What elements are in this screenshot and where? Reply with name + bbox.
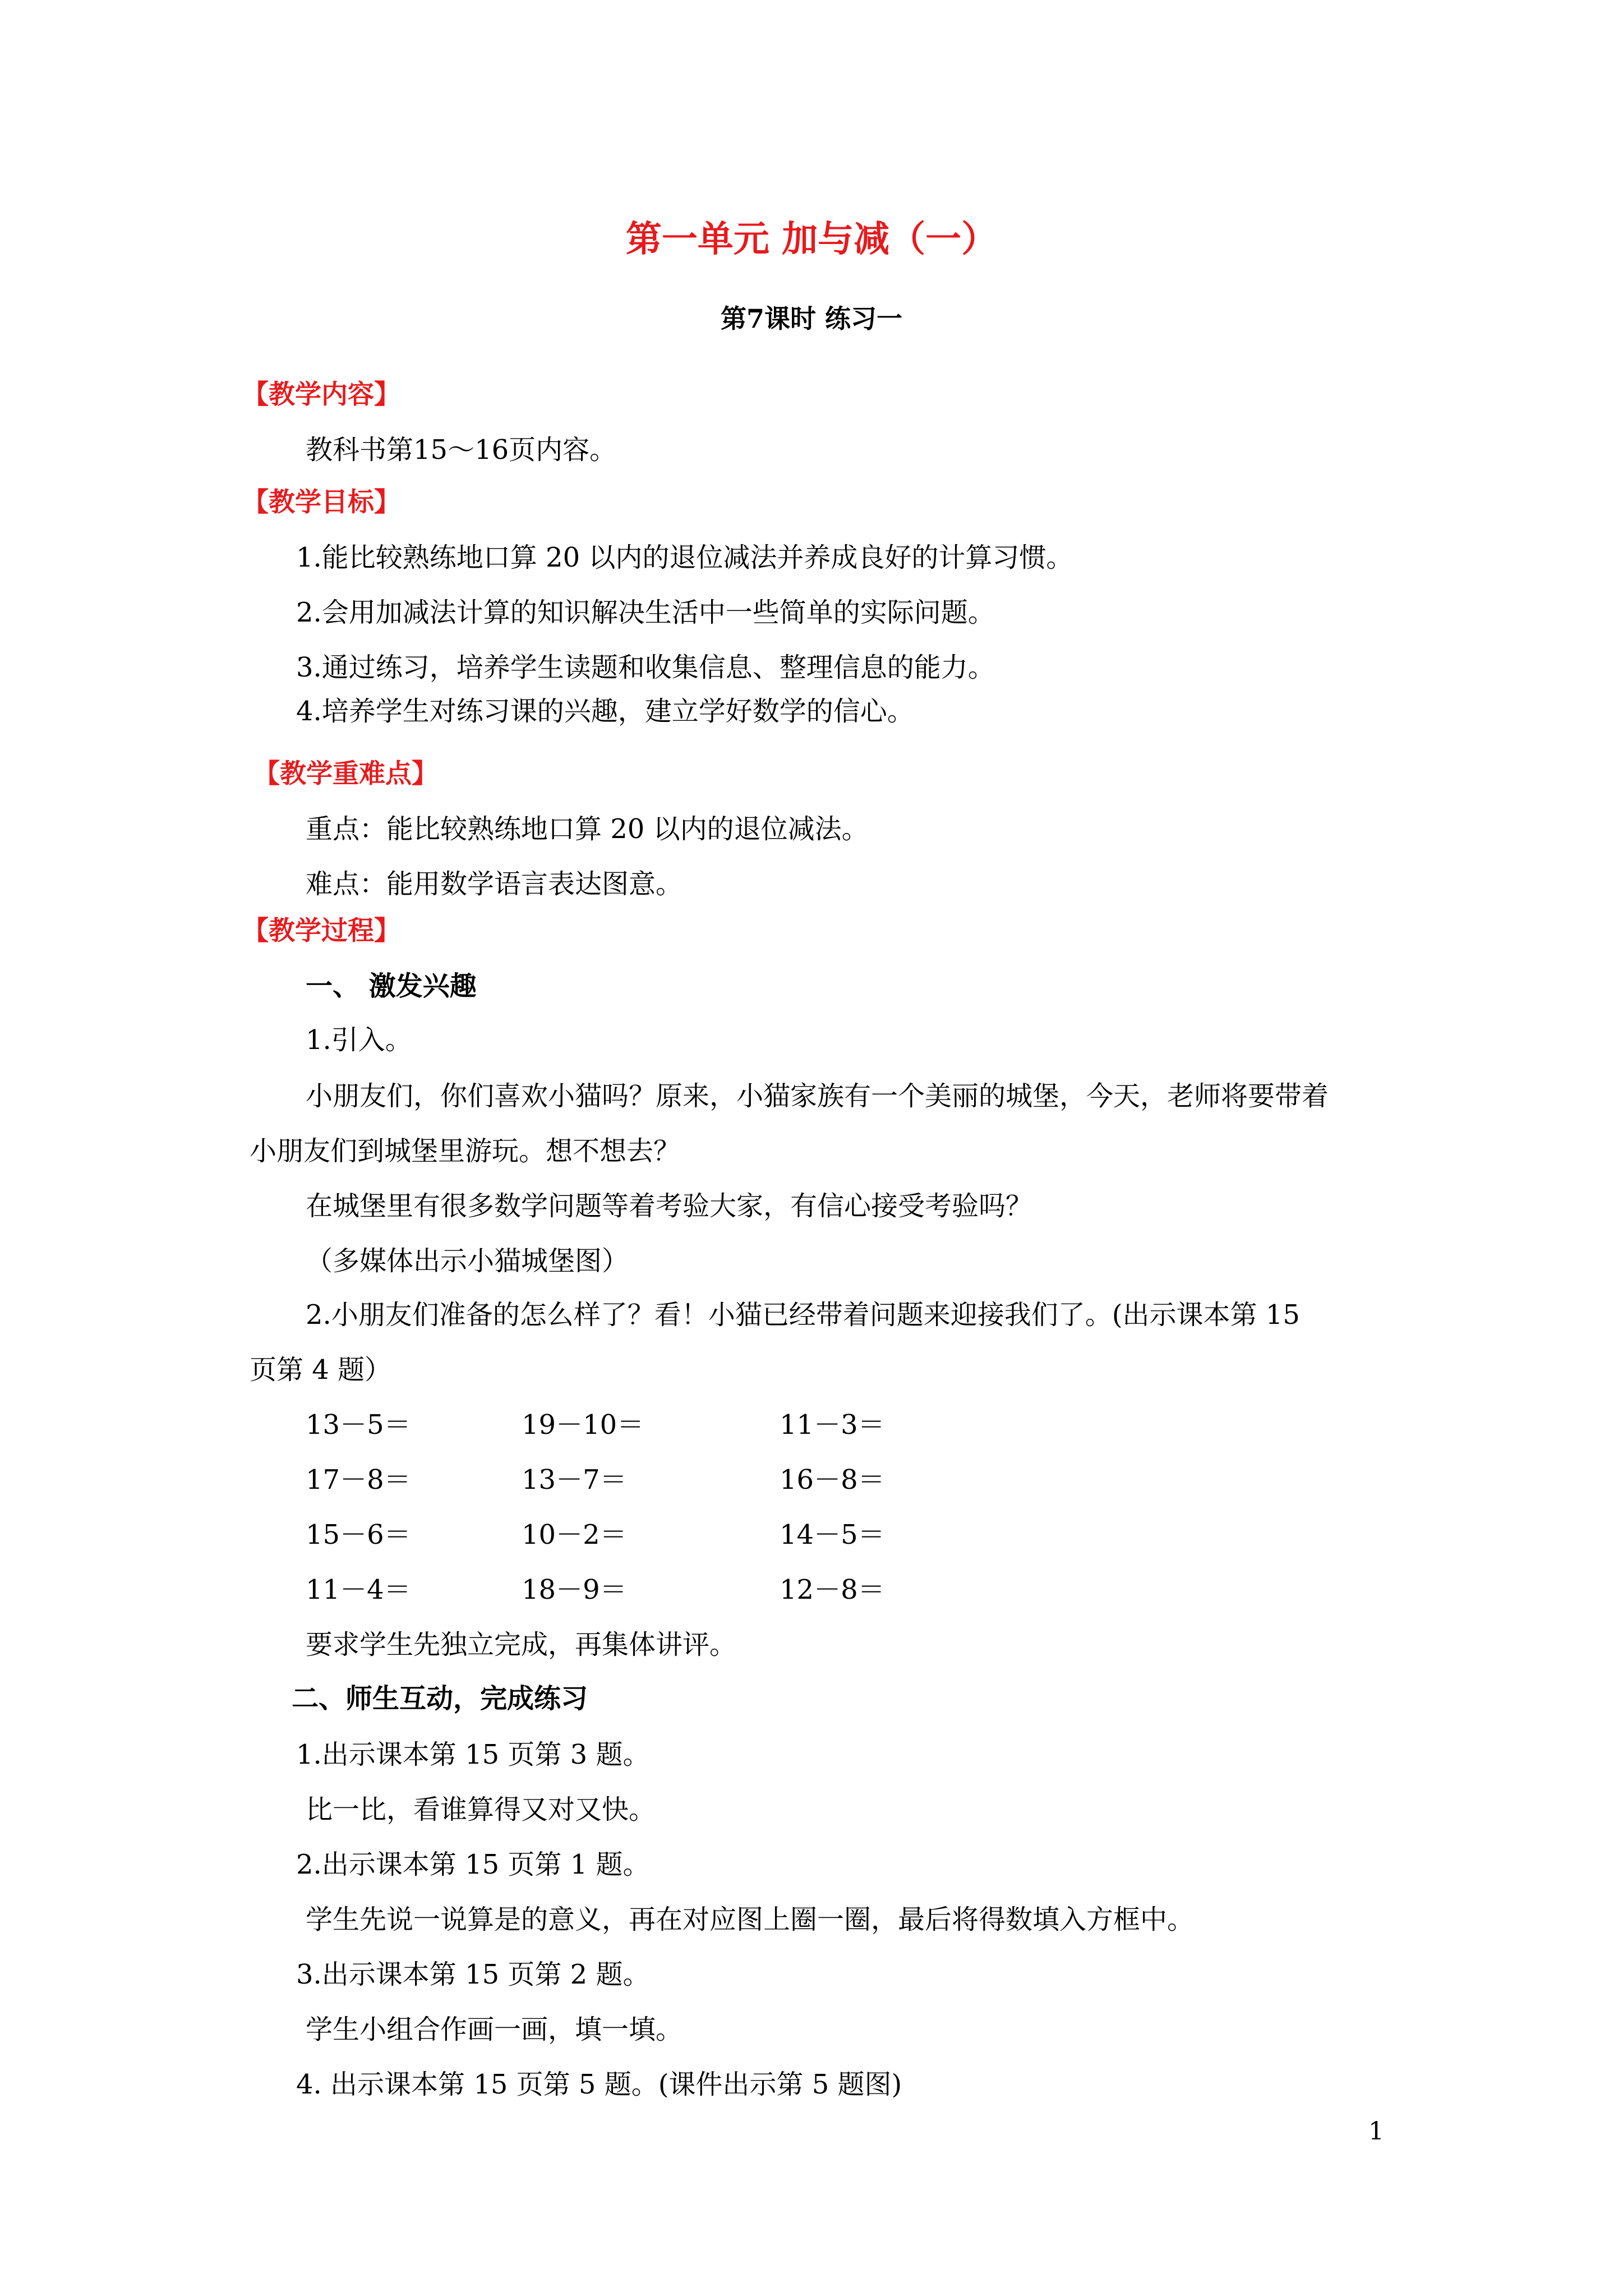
equation: 14－5＝ xyxy=(780,1519,885,1550)
page-title: 第一单元 加与减（一） xyxy=(625,218,998,260)
process-paragraph: 在城堡里有很多数学问题等着考验大家，有信心接受考验吗？ xyxy=(306,1190,1033,1222)
heading-teaching-goals: 【教学目标】 xyxy=(242,487,400,518)
goal-item: 1.能比较熟练地口算 20 以内的退位减法并养成良好的计算习惯。 xyxy=(296,542,1073,573)
goal-item: 3.通过练习，培养学生读题和收集信息、整理信息的能力。 xyxy=(296,652,995,683)
process-paragraph: （多媒体出示小猫城堡图） xyxy=(306,1245,629,1277)
part2-item: 学生先说一说算是的意义，再在对应图上圈一圈，最后将得数填入方框中。 xyxy=(306,1904,1195,1935)
equation: 11－3＝ xyxy=(780,1409,885,1441)
process-step1: 1.引入。 xyxy=(306,1024,412,1056)
equation: 13－5＝ xyxy=(306,1409,411,1441)
equation: 13－7＝ xyxy=(522,1464,627,1496)
heading-teaching-process: 【教学过程】 xyxy=(242,915,400,946)
equation: 10－2＝ xyxy=(522,1519,627,1550)
equation: 15－6＝ xyxy=(306,1519,411,1550)
part2-item: 1.出示课本第 15 页第 3 题。 xyxy=(296,1739,650,1770)
equation: 12－8＝ xyxy=(780,1574,885,1605)
teaching-content-text: 教科书第15～16页内容。 xyxy=(306,434,617,466)
equation: 17－8＝ xyxy=(306,1464,411,1496)
part2-item: 2.出示课本第 15 页第 1 题。 xyxy=(296,1849,650,1880)
part2-item: 学生小组合作画一画，填一填。 xyxy=(306,2014,683,2045)
part2-item: 比一比，看谁算得又对又快。 xyxy=(306,1794,656,1825)
lesson-subtitle: 第7课时 练习一 xyxy=(720,303,903,334)
process-step2: 页第 4 题） xyxy=(250,1354,392,1386)
part2-item: 4. 出示课本第 15 页第 5 题。(课件出示第 5 题图) xyxy=(296,2069,902,2100)
process-paragraph: 小朋友们到城堡里游玩。想不想去？ xyxy=(250,1135,681,1167)
process-paragraph: 要求学生先独立完成，再集体讲评。 xyxy=(306,1629,737,1660)
goal-item: 2.会用加减法计算的知识解决生活中一些简单的实际问题。 xyxy=(296,597,995,628)
equation: 16－8＝ xyxy=(780,1464,885,1496)
equation: 18－9＝ xyxy=(522,1574,627,1605)
process-step2: 2.小朋友们准备的怎么样了？看！小猫已经带着问题来迎接我们了。(出示课本第 15 xyxy=(306,1299,1300,1331)
part1-title: 一、 激发兴趣 xyxy=(306,970,477,1002)
goal-item: 4.培养学生对练习课的兴趣，建立学好数学的信心。 xyxy=(296,696,914,727)
heading-key-points: 【教学重难点】 xyxy=(253,758,438,789)
heading-teaching-content: 【教学内容】 xyxy=(242,379,400,410)
key-point-focus: 重点：能比较熟练地口算 20 以内的退位减法。 xyxy=(306,813,869,845)
equation: 11－4＝ xyxy=(306,1574,411,1605)
key-point-difficulty: 难点：能用数学语言表达图意。 xyxy=(306,868,683,900)
part2-item: 3.出示课本第 15 页第 2 题。 xyxy=(296,1959,650,1990)
equation: 19－10＝ xyxy=(522,1409,644,1441)
page-number: 1 xyxy=(1368,2117,1384,2146)
process-paragraph: 小朋友们，你们喜欢小猫吗？原来，小猫家族有一个美丽的城堡，今天，老师将要带着 xyxy=(306,1080,1329,1112)
part2-title: 二、师生互动，完成练习 xyxy=(292,1683,588,1714)
